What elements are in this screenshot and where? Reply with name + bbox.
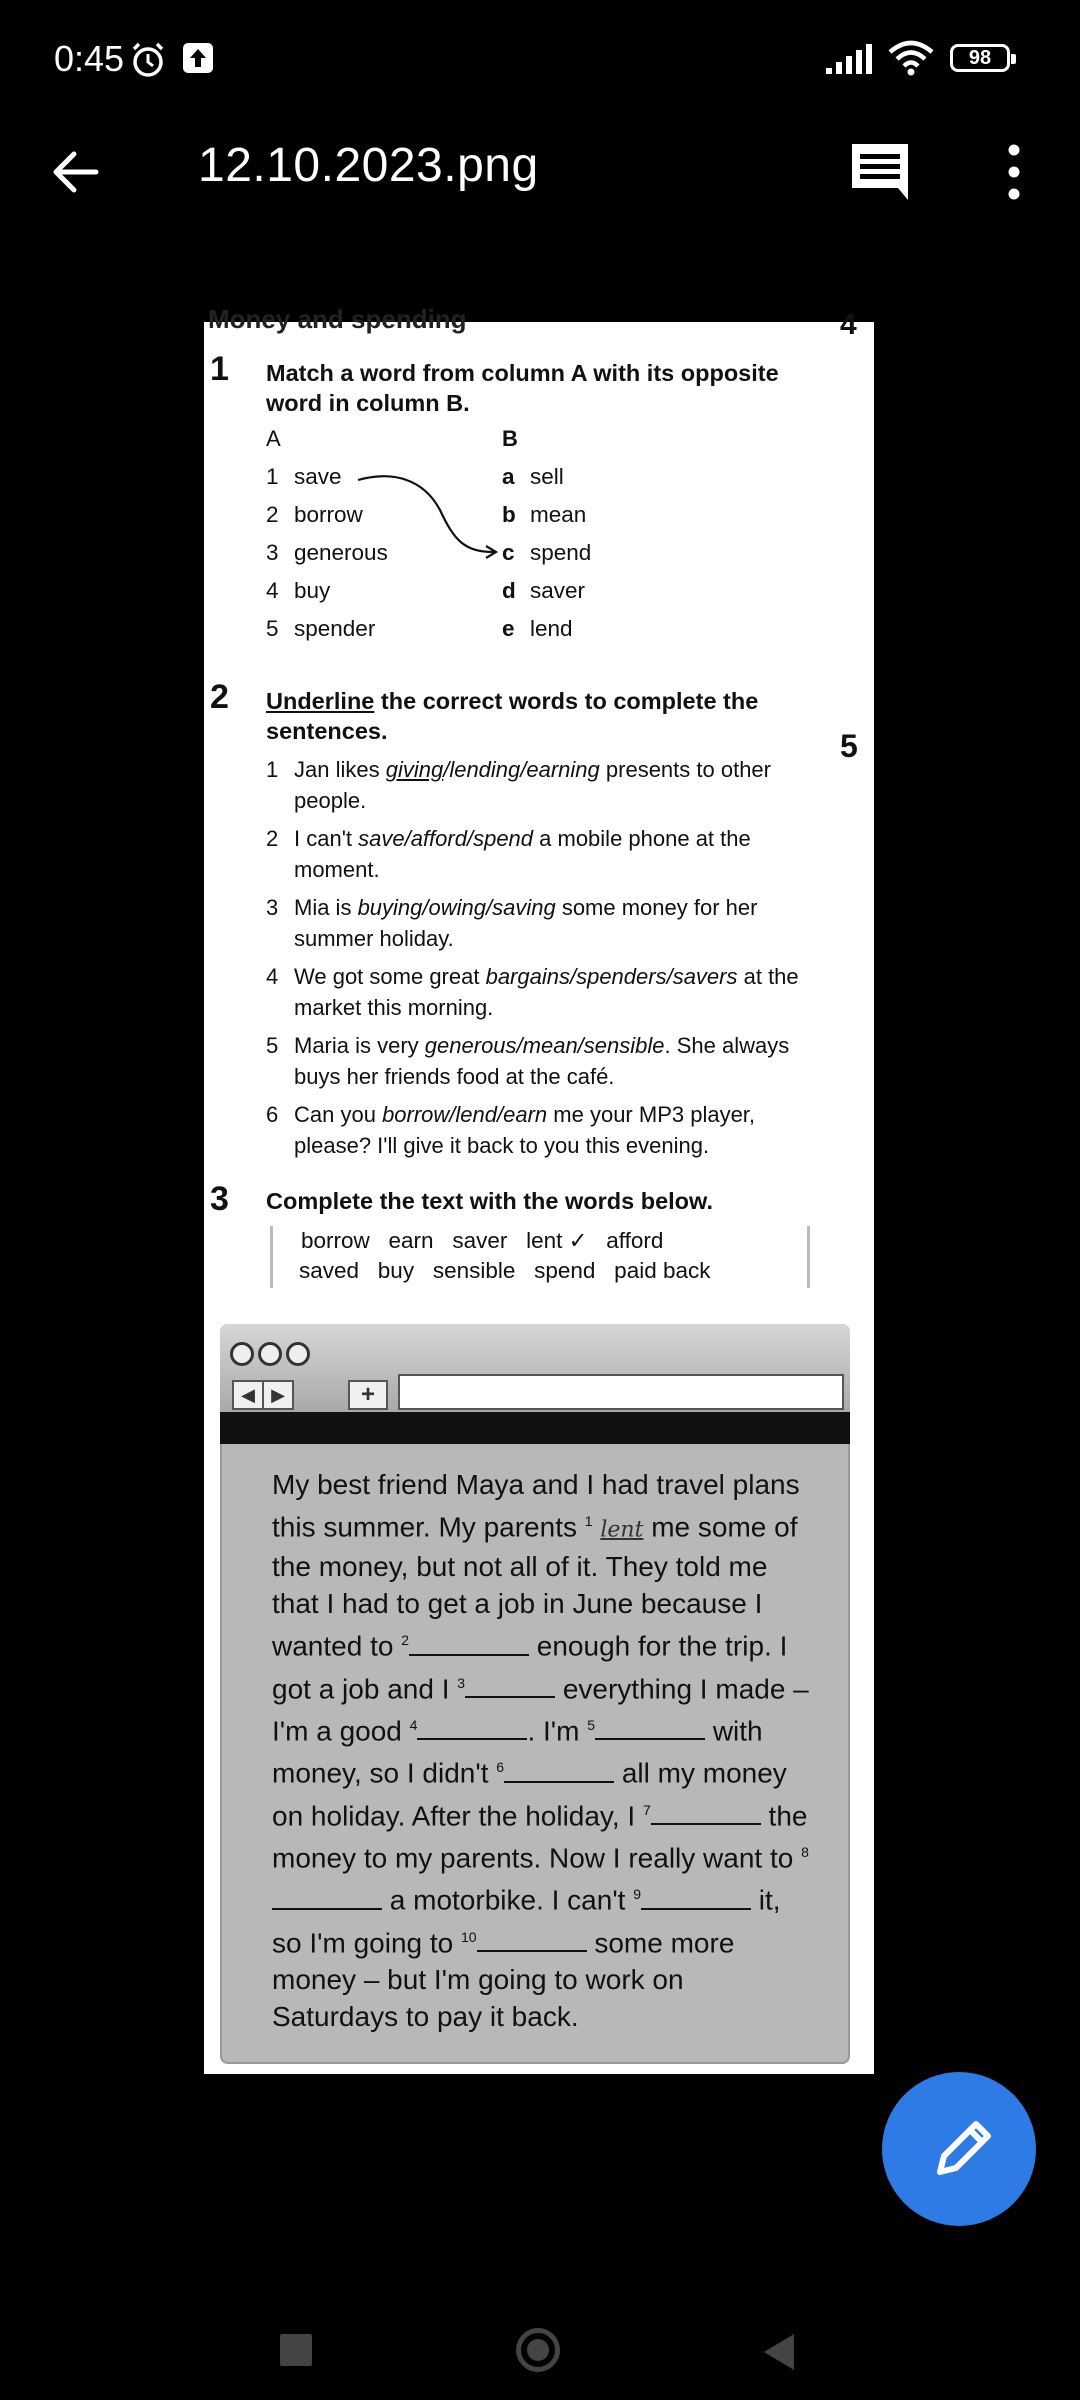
list-item: 5 spender <box>266 616 376 641</box>
list-item: 3 Mia is buying/owing/saving some money for her summer holiday. <box>266 895 758 951</box>
list-item: 2 borrow <box>266 502 363 527</box>
column-b-header: B <box>502 426 518 451</box>
back-triangle-icon: ◀ <box>232 1380 264 1410</box>
comment-icon[interactable] <box>846 138 916 202</box>
list-item: 3 generous <box>266 540 388 565</box>
exercise-2-title: Underline the correct words to complete the sentences. <box>266 688 759 744</box>
browser-toolbar <box>220 1412 850 1444</box>
column-a-header: A <box>266 426 281 451</box>
list-item: 2 I can't save/afford/spend a mobile phone at the moment. <box>266 826 751 882</box>
url-bar <box>398 1374 844 1410</box>
word-box-row-2: saved buy sensible spend paid back <box>299 1258 711 1283</box>
upload-notification-icon <box>180 40 216 76</box>
browser-titlebar <box>220 1324 850 1412</box>
alarm-icon <box>128 40 168 80</box>
status-bar <box>0 0 1080 120</box>
list-item: 6 Can you borrow/lend/earn me your MP3 player, please? I'll give it back to you this evening. <box>266 1102 756 1158</box>
file-title: 12.10.2023.png <box>198 139 539 192</box>
exercise-1-number: 1 <box>210 350 229 388</box>
document-image[interactable] <box>204 304 874 2074</box>
window-dot-icon <box>286 1342 310 1366</box>
browser-frame-illustration <box>220 1324 850 2064</box>
back-triangle-icon[interactable] <box>760 2332 796 2372</box>
cut-side-number: 4 <box>840 308 857 341</box>
pencil-icon <box>882 2072 1036 2226</box>
signal-icon <box>826 44 876 76</box>
plus-icon: + <box>348 1380 388 1410</box>
list-item: 4 buy <box>266 578 331 603</box>
more-options-icon[interactable] <box>994 140 1034 204</box>
window-dot-icon <box>258 1342 282 1366</box>
list-item: e lend <box>502 616 573 641</box>
forward-triangle-icon: ▶ <box>262 1380 294 1410</box>
exercise-3-number: 3 <box>210 1180 229 1218</box>
word-box <box>270 1226 810 1288</box>
list-item: 1 Jan likes giving/lending/earning presents to other people. <box>266 757 771 813</box>
home-circle-icon[interactable] <box>516 2328 560 2372</box>
list-item: 1 save <box>266 464 342 489</box>
window-dot-icon <box>230 1342 254 1366</box>
recents-square-icon[interactable] <box>280 2334 312 2366</box>
exercise-text: My best friend Maya and I had travel plans this summer. My parents $^1$ lent me some of the money, but not all of it. They told me that I had to get a job in June because I wanted to $^2$ enough for the trip. I got a job and I $^3$ everything I made – I'm a good $^4$ . I'm $^5$ with money, so I didn't $^6$ all my money on holiday. After the holiday, I $^7$ the money to my parents. Now I really want to $^8$ a motorbike. I can't $^9$ it, so I'm going to $^{10}$ some more money – but I'm going to work on Saturdays to pay it back. <box>272 1469 809 2032</box>
battery-indicator: 98 <box>950 44 1010 72</box>
side-number: 5 <box>840 728 858 764</box>
list-item: d saver <box>502 578 586 603</box>
handwritten-match-arrow <box>354 470 504 570</box>
wifi-icon <box>886 38 936 78</box>
exercise-1-title: Match a word from column A with its opposite word in column B. <box>266 360 779 416</box>
status-time: 0:45 <box>54 38 125 79</box>
exercise-3-title: Complete the text with the words below. <box>266 1188 713 1214</box>
word-box-row-1: borrow earn saver lent ✓ afford <box>301 1228 664 1253</box>
back-arrow-icon[interactable] <box>44 140 108 204</box>
edit-button[interactable] <box>882 2072 1036 2226</box>
list-item: b mean <box>502 502 587 527</box>
exercise-2-number: 2 <box>210 678 229 716</box>
list-item: c spend <box>502 540 592 565</box>
list-item: 5 Maria is very generous/mean/sensible. She always buys her friends food at the café. <box>266 1033 790 1089</box>
list-item: a sell <box>502 464 564 489</box>
system-navigation-bar <box>0 2290 1080 2400</box>
list-item: 4 We got some great bargains/spenders/savers at the market this morning. <box>266 964 799 1020</box>
cut-header: Money and spending <box>208 304 467 334</box>
